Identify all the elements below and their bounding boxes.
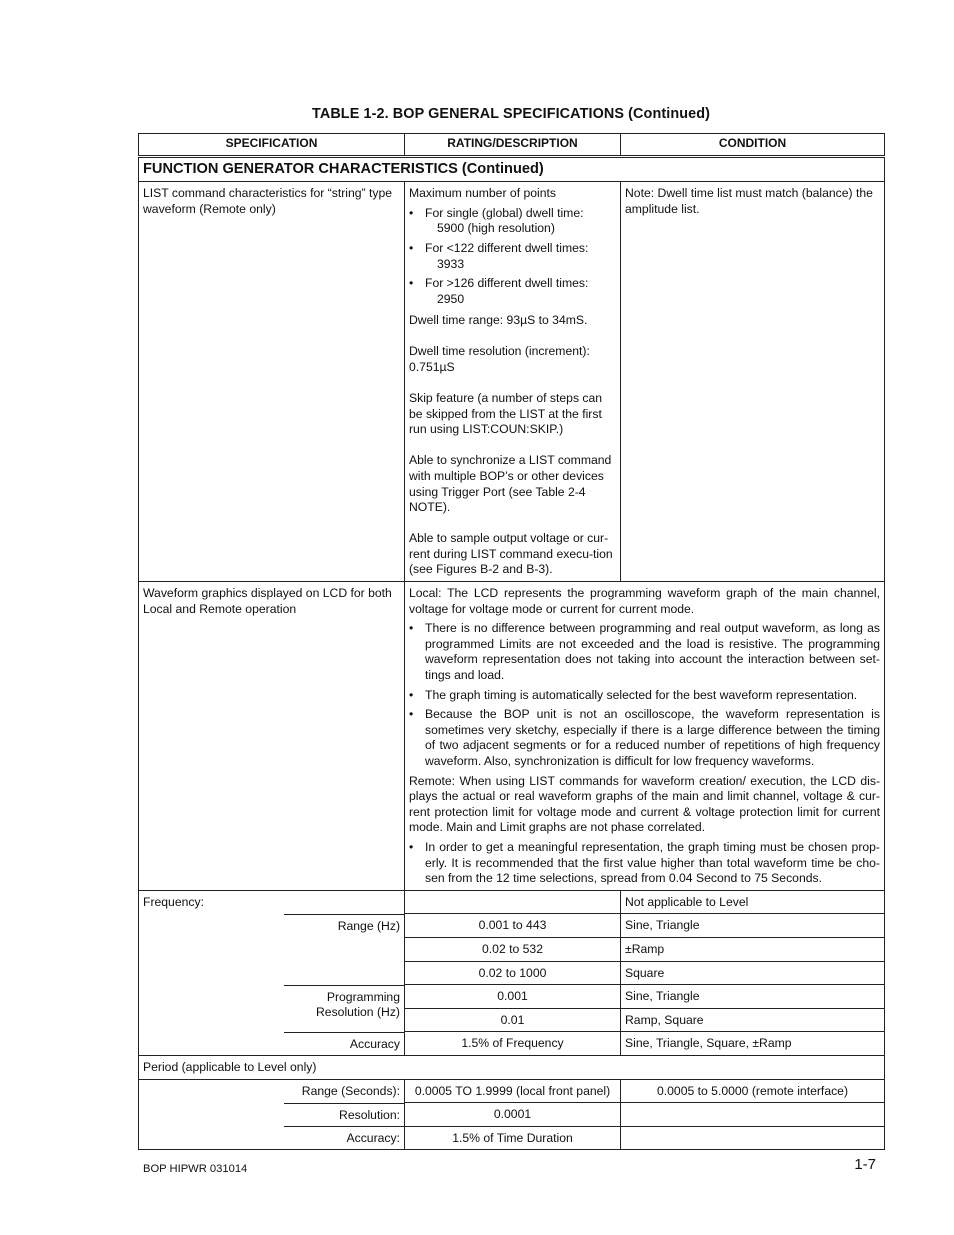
table-cell: 0.01: [405, 1008, 621, 1032]
table-cell: 0.0005 to 5.0000 (remote interface): [621, 1079, 885, 1103]
dwell-range: Dwell time range: 93µS to 34mS.: [409, 313, 588, 328]
list-item: • In order to get a meaningful representation, the graph timing must be chosen prop-erly. It is recommended that the first value higher than total waveform time be cho-sen from the 12 time selections, spread from 0.04 Second to 75 Seconds.: [409, 840, 880, 887]
section-header-row: [139, 156, 885, 182]
table-cell: 0.0001: [405, 1103, 621, 1127]
spec-table: [138, 133, 884, 1150]
table-cell: Ramp, Square: [621, 1008, 885, 1032]
period-range-label: Range (Seconds):: [301, 1083, 400, 1098]
table-cell: [621, 1126, 885, 1150]
table-cell: 0.001 to 443: [405, 914, 621, 938]
period-resolution-label: Resolution:: [284, 1103, 404, 1126]
table-row: [139, 1103, 885, 1127]
header-condition: CONDITION: [621, 134, 885, 157]
waveform-description-cell: [405, 582, 885, 891]
bullet-text: For single (global) dwell time:: [425, 205, 584, 220]
bullet-value: 3933: [437, 256, 465, 271]
table-row: [139, 1032, 885, 1056]
remote-bullets: [409, 840, 880, 887]
bullet-text: For >126 different dwell times:: [425, 276, 589, 291]
section-title: FUNCTION GENERATOR CHARACTERISTICS (Continued): [139, 156, 885, 182]
frequency-range-label: Range (Hz): [284, 914, 404, 937]
table-row: [139, 914, 885, 938]
list-condition-cell: Note: Dwell time list must match (balance) the amplitude list.: [621, 182, 885, 582]
max-points: Maximum number of points: [409, 186, 556, 201]
list-item: [409, 206, 616, 237]
frequency-resolution-label: Programming Resolution (Hz): [284, 985, 404, 1008]
local-bullets: [409, 621, 880, 769]
table-row: [139, 1008, 885, 1032]
bullet-value: 5900 (high resolution): [437, 221, 555, 236]
table-row: [139, 1126, 885, 1150]
table-cell: Sine, Triangle: [621, 914, 885, 938]
bullet-text: For <122 different dwell times:: [425, 240, 589, 255]
table-cell: 0.02 to 532: [405, 937, 621, 961]
list-spec-cell: LIST command characteristics for “string” type waveform (Remote only): [139, 182, 405, 582]
list-item: [409, 241, 616, 272]
skip-feature: Skip feature (a number of steps can be skipped from the LIST at the first run using LIST:COUN:SKIP.): [409, 391, 603, 437]
bullet-value: 2950: [437, 291, 465, 306]
table-row: [139, 937, 885, 961]
table-cell: 1.5% of Frequency: [405, 1032, 621, 1056]
list-item: [409, 276, 616, 307]
table-cell: 0.02 to 1000: [405, 961, 621, 985]
table-cell: 1.5% of Time Duration: [405, 1126, 621, 1150]
period-accuracy-label: Accuracy:: [284, 1126, 404, 1149]
table-cell: 0.0005 TO 1.9999 (local front panel): [405, 1079, 621, 1103]
frequency-label: Frequency:: [139, 890, 405, 914]
sync-feature: Able to synchronize a LIST command with multiple BOP’s or other devices using Trigger Port (see Table 2-4 NOTE).: [409, 453, 612, 515]
dwell-bullets: [409, 206, 616, 308]
header-specification: SPECIFICATION: [139, 134, 405, 157]
list-item: • Because the BOP unit is not an oscilloscope, the waveform representation is sometimes very sketchy, especially if there is a large difference between the timing of two adjacent segments or for a reduced number of repetitions of high frequency waveform. Also, synchronization is difficult for low frequency waveforms.: [409, 707, 880, 769]
list-item: • The graph timing is automatically selected for the best waveform representation.: [409, 688, 880, 704]
table-cell: 0.001: [405, 985, 621, 1009]
list-command-row: [139, 182, 885, 582]
frequency-header-value: [405, 890, 621, 914]
list-rating-cell: [405, 182, 621, 582]
period-header-row: [139, 1055, 885, 1079]
table-row: [139, 985, 885, 1009]
table-row: [139, 961, 885, 985]
table-row: [139, 1079, 885, 1103]
page-number: 1-7: [854, 1156, 876, 1173]
remote-description: Remote: When using LIST commands for waveform creation/ execution, the LCD dis-plays the actual or real waveform graphs of the main and limit channel, voltage & cur-rent protection limit for voltage mode and current & voltage protection limit for current mode. Main and Limit graphs are not phase correlated.: [409, 773, 880, 835]
period-label: Period (applicable to Level only): [139, 1055, 885, 1079]
table-title: TABLE 1-2. BOP GENERAL SPECIFICATIONS (Continued): [312, 106, 710, 122]
local-description: Local: The LCD represents the programming waveform graph of the main channel, voltage for voltage mode or current for current mode.: [409, 586, 880, 616]
list-item: • There is no difference between programming and real output waveform, as long as programmed Limits are not exceeded and the load is resistive. The programming waveform representation does not taking into account the interaction between set-tings and load.: [409, 621, 880, 683]
header-rating: RATING/DESCRIPTION: [405, 134, 621, 157]
table-cell: Sine, Triangle: [621, 985, 885, 1009]
frequency-header-row: [139, 890, 885, 914]
frequency-header-condition: Not applicable to Level: [621, 890, 885, 914]
waveform-spec-cell: Waveform graphics displayed on LCD for both Local and Remote operation: [139, 582, 405, 891]
table-cell: Square: [621, 961, 885, 985]
dwell-resolution: Dwell time resolution (increment): 0.751µS: [409, 344, 590, 375]
table-cell: ±Ramp: [621, 937, 885, 961]
footer-document-id: BOP HIPWR 031014: [143, 1163, 248, 1175]
waveform-row: [139, 582, 885, 891]
table-cell: [621, 1103, 885, 1127]
frequency-accuracy-label: Accuracy: [284, 1032, 404, 1055]
table-cell: Sine, Triangle, Square, ±Ramp: [621, 1032, 885, 1056]
sample-feature: Able to sample output voltage or cur-rent during LIST command execu-tion (see Figures B-2 and B-3).: [409, 531, 613, 577]
header-row: [139, 134, 885, 157]
